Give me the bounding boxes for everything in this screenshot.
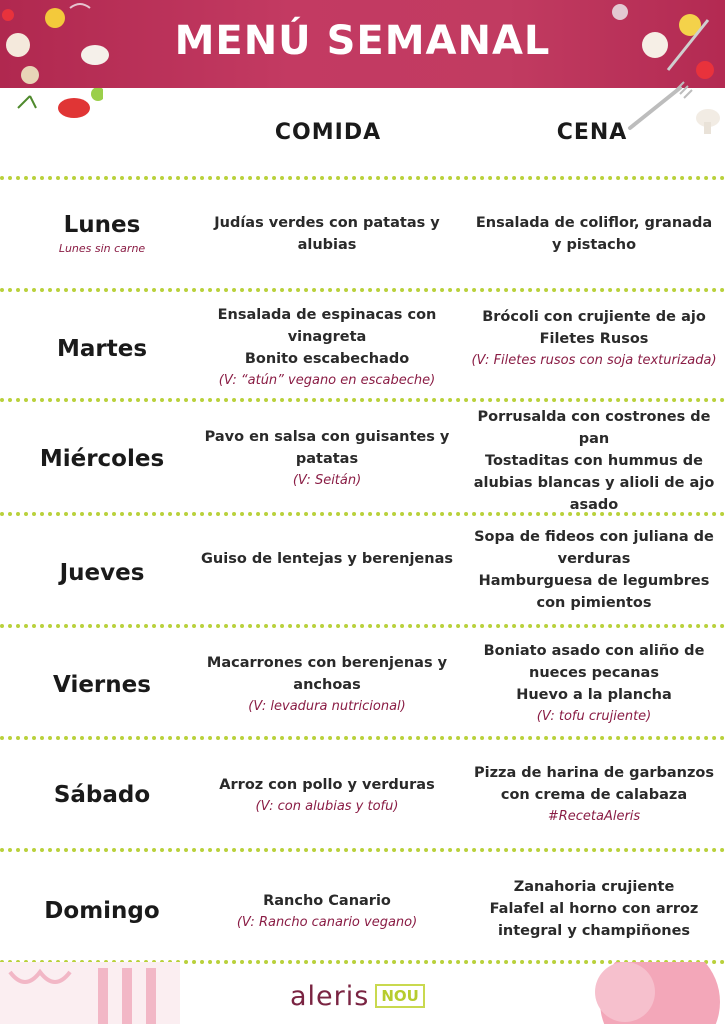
day-name: Viernes [53, 672, 151, 698]
divider [0, 624, 725, 628]
day-label-sabado [22, 782, 182, 808]
day-label-domingo [22, 898, 182, 924]
meal-line: Macarrones con berenjenas y anchoas [206, 655, 448, 693]
meal-cena-miercoles [470, 406, 718, 516]
meal-line: Huevo a la plancha [516, 687, 672, 703]
divider [0, 736, 725, 740]
day-name: Lunes [63, 212, 141, 238]
meal-line: Judías verdes con patatas y alubias [214, 215, 440, 253]
meal-comida-lunes [198, 212, 456, 256]
day-label-martes [22, 336, 182, 362]
vegan-option: (V: Rancho canario vegano) [236, 915, 418, 930]
meal-cena-domingo [470, 876, 718, 942]
recipe-hashtag: #RecetaAleris [547, 809, 641, 824]
header-banner [0, 0, 725, 88]
day-name: Miércoles [39, 446, 165, 472]
meal-line: Falafel al horno con arroz integral y champiñones [489, 901, 699, 939]
meal-comida-domingo [198, 890, 456, 934]
meal-comida-jueves [198, 548, 456, 570]
meal-line: Rancho Canario [263, 893, 391, 909]
meal-comida-martes [198, 304, 456, 392]
vegan-option: (V: “atún” vegano en escabeche) [218, 373, 436, 388]
day-label-viernes [22, 672, 182, 698]
meal-comida-sabado [198, 774, 456, 818]
day-label-miercoles [22, 446, 182, 472]
divider [0, 398, 725, 402]
meal-line: Ensalada de espinacas con vinagreta [217, 307, 437, 345]
day-name: Jueves [59, 560, 145, 586]
meal-cena-martes [470, 306, 718, 372]
day-label-lunes [22, 212, 182, 255]
page-title: MENÚ SEMANAL [174, 18, 551, 64]
column-header-cena: CENA [556, 120, 628, 145]
meal-line: Arroz con pollo y verduras [219, 777, 435, 793]
brand-logo [290, 978, 425, 1014]
meal-line: Sopa de fideos con juliana de verduras [474, 529, 714, 567]
divider [0, 176, 725, 180]
vegan-option: (V: tofu crujiente) [536, 709, 652, 724]
day-note: Lunes sin carne [58, 242, 146, 255]
meal-comida-miercoles [198, 426, 456, 492]
tomato-icon [8, 88, 103, 133]
meal-cena-viernes [470, 640, 718, 728]
day-label-jueves [22, 560, 182, 586]
day-name: Martes [56, 336, 148, 362]
meal-line: Zanahoria crujiente [513, 879, 675, 895]
meal-line: Filetes Rusos [539, 331, 649, 347]
vegan-option: (V: levadura nutricional) [248, 699, 406, 714]
meal-cena-sabado [470, 762, 718, 828]
meal-line: Boniato asado con aliño de nueces pecanas [483, 643, 705, 681]
meal-line: Guiso de lentejas y berenjenas [201, 551, 453, 567]
divider [0, 848, 725, 852]
day-name: Domingo [44, 898, 160, 924]
meal-line: Pavo en salsa con guisantes y patatas [204, 429, 450, 467]
vegan-option: (V: Seitán) [292, 473, 362, 488]
meal-line: Ensalada de coliflor, granada y pistacho [475, 215, 713, 253]
meal-line: Porrusalda con costrones de pan [477, 409, 711, 447]
vegan-option: (V: con alubias y tofu) [255, 799, 399, 814]
column-header-comida: COMIDA [274, 120, 382, 145]
meal-line: Hamburguesa de legumbres con pimientos [478, 573, 710, 611]
day-name: Sábado [53, 782, 151, 808]
meal-line: Brócoli con crujiente de ajo [482, 309, 706, 325]
meal-comida-viernes [198, 652, 456, 718]
brand-sub: NOU [375, 984, 425, 1008]
brand-name: aleris [290, 980, 370, 1012]
vegan-option: (V: Filetes rusos con soja texturizada) [471, 353, 717, 368]
divider [0, 288, 725, 292]
meal-line: Bonito escabechado [244, 351, 410, 367]
meal-cena-lunes [470, 212, 718, 256]
meal-line: Tostaditas con hummus de alubias blancas y alioli de ajo asado [473, 453, 715, 513]
meal-line: Pizza de harina de garbanzos con crema de calabaza [473, 765, 715, 803]
meal-cena-jueves [470, 526, 718, 614]
